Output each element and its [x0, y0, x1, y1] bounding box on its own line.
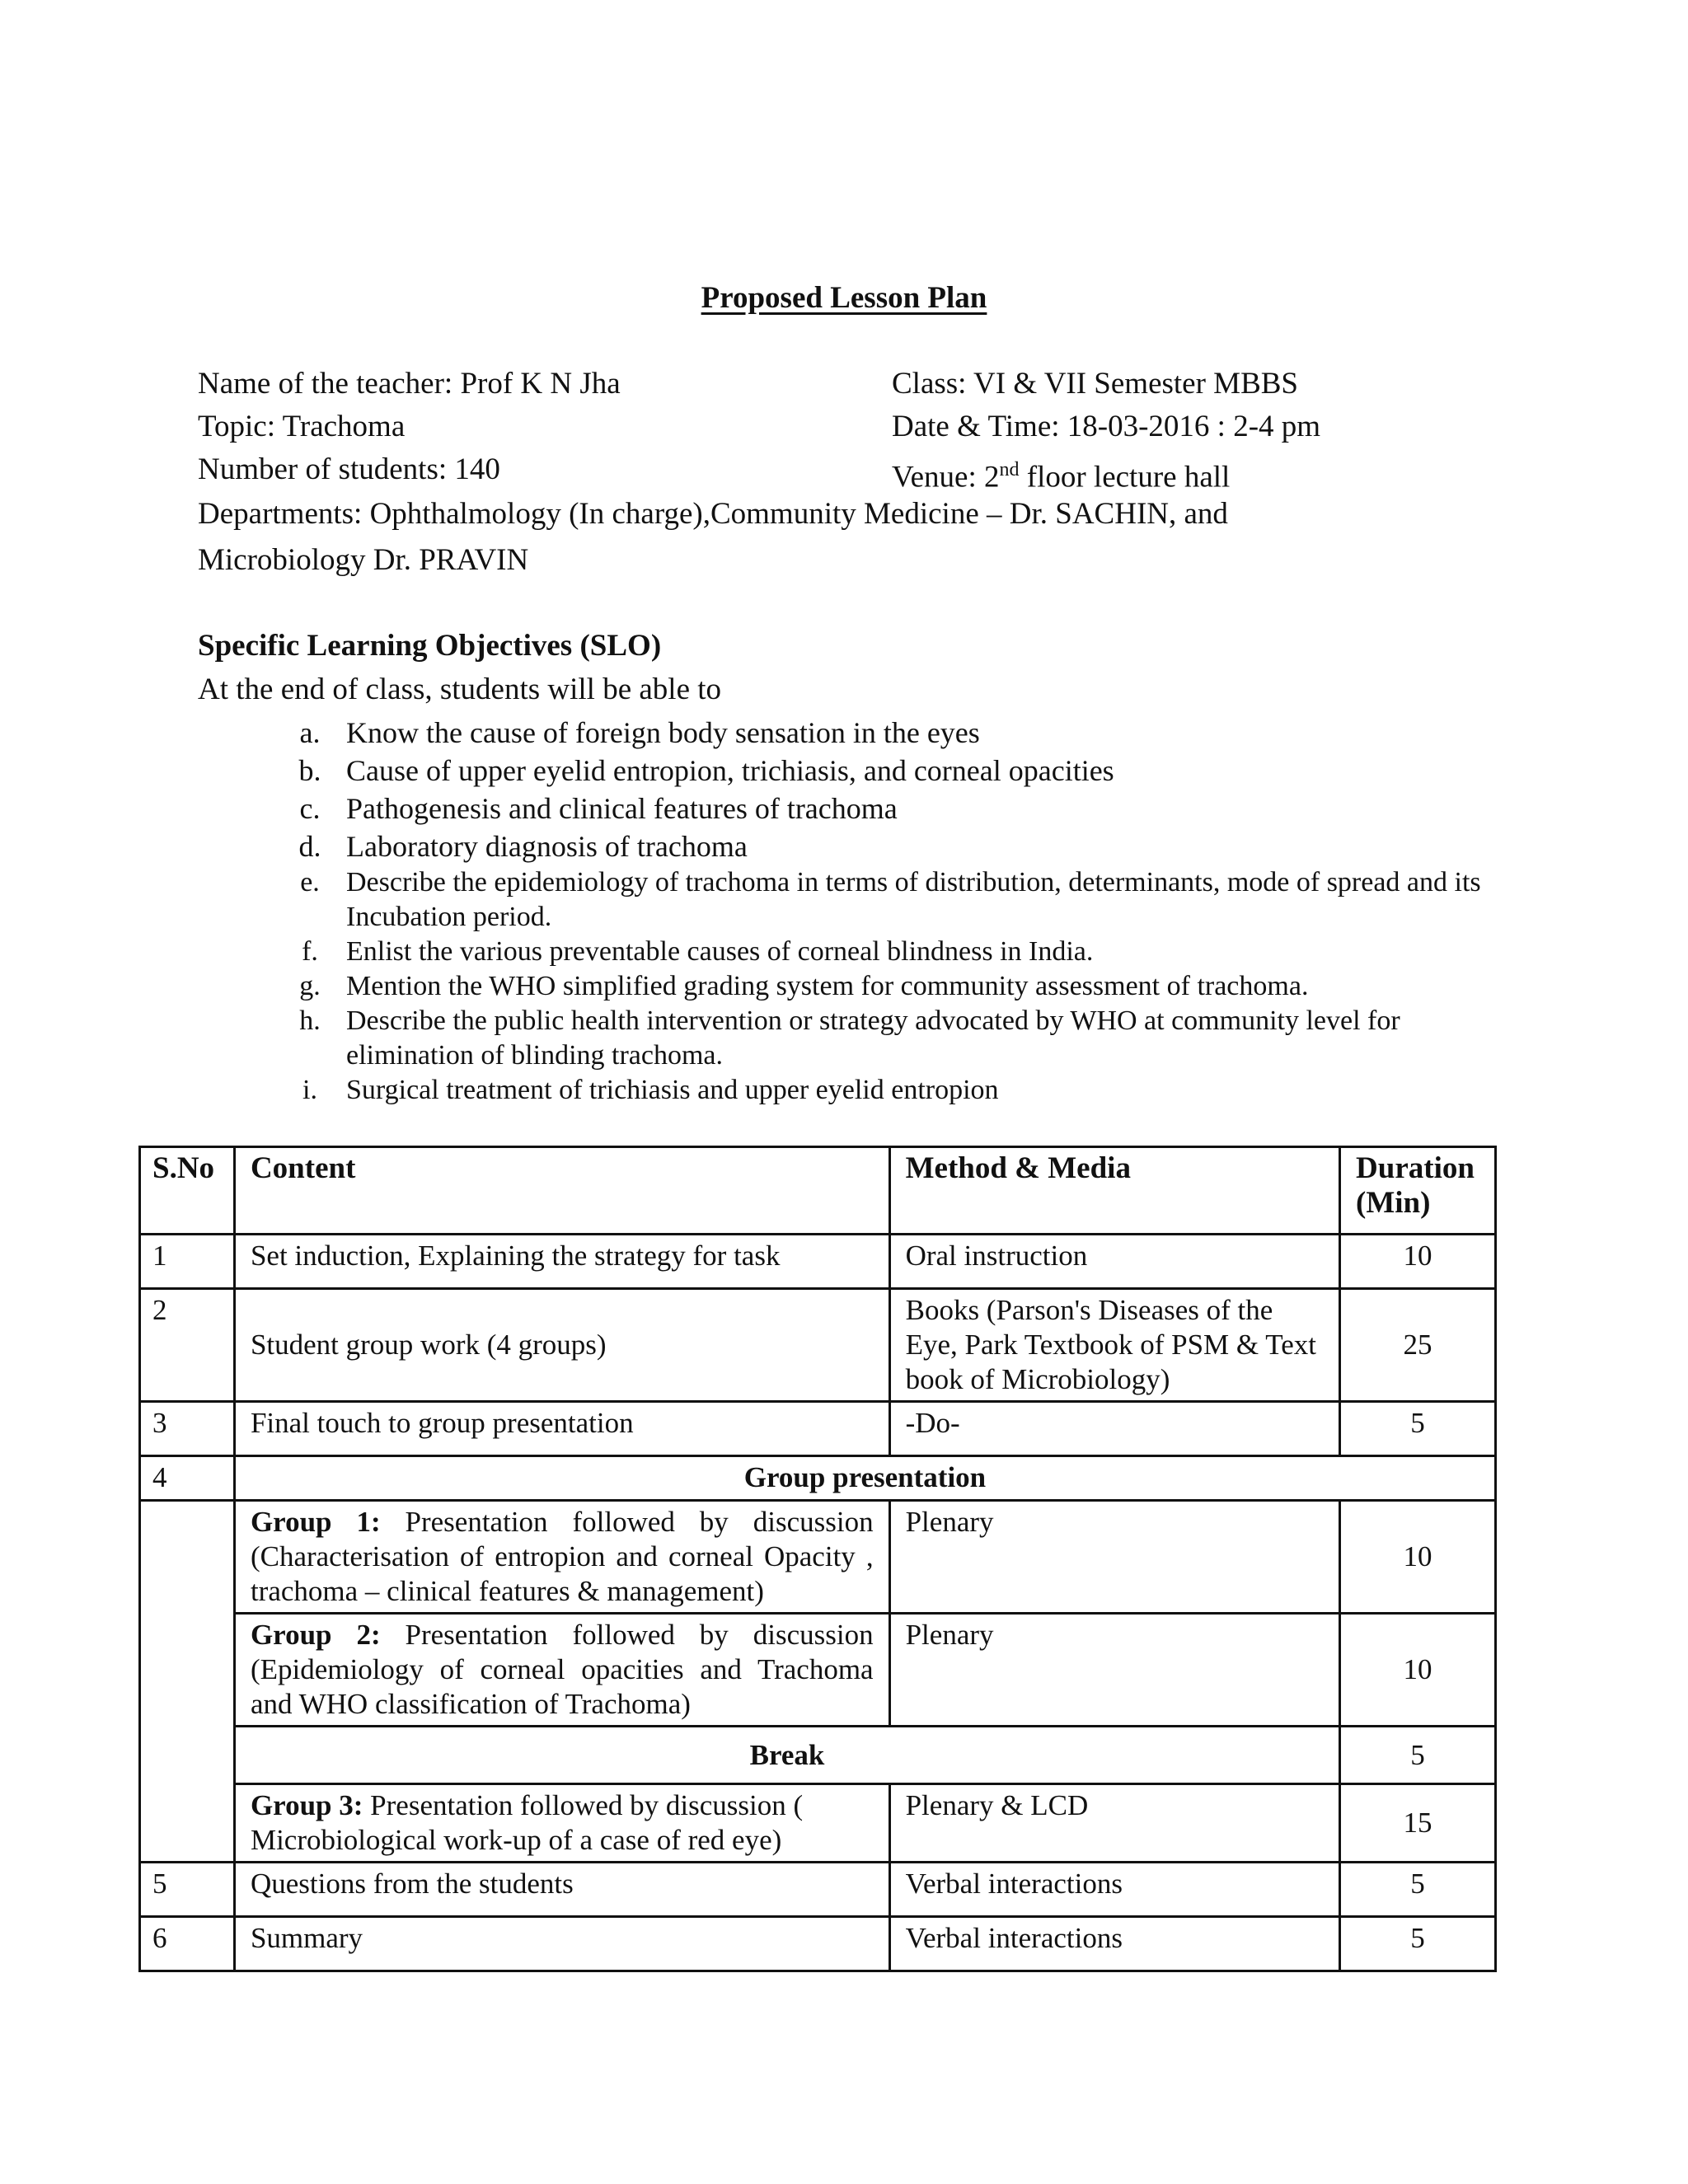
list-text: Enlist the various preventable causes of corneal blindness in India.	[346, 936, 1094, 967]
cell-method: Plenary & LCD	[889, 1784, 1339, 1863]
list-text: Pathogenesis and clinical features of trachoma	[346, 792, 898, 825]
info-row-3	[198, 448, 1517, 494]
header-sno: S.No	[140, 1147, 235, 1235]
header-duration: Duration (Min)	[1340, 1147, 1496, 1235]
cell-duration: 5	[1340, 1727, 1496, 1784]
table-row	[140, 1501, 1496, 1614]
table-row	[140, 1784, 1496, 1863]
list-text: Laboratory diagnosis of trachoma	[346, 830, 748, 863]
cell-content: Set induction, Explaining the strategy for task	[234, 1235, 889, 1289]
list-marker: b.	[298, 754, 321, 787]
info-row-1	[198, 363, 1517, 405]
lesson-plan-table	[138, 1146, 1497, 1972]
cell-sno: 1	[140, 1235, 235, 1289]
cell-duration: 10	[1340, 1501, 1496, 1614]
cell-sno-empty	[140, 1501, 235, 1863]
cell-sno: 6	[140, 1917, 235, 1971]
list-item	[280, 714, 1500, 752]
list-item	[280, 1073, 1500, 1108]
list-item	[280, 935, 1500, 969]
list-marker: f.	[302, 936, 318, 967]
list-text: Describe the epidemiology of trachoma in terms of distribution, determinants, mode of spread and its Incubation period.	[346, 867, 1481, 932]
table-row	[140, 1456, 1496, 1501]
list-item	[280, 752, 1500, 790]
table-header-row	[140, 1147, 1496, 1235]
cell-sno: 2	[140, 1289, 235, 1402]
info-row-2	[198, 405, 1517, 448]
page-title: Proposed Lesson Plan	[701, 281, 987, 315]
list-item	[280, 969, 1500, 1004]
list-marker: g.	[299, 971, 321, 1001]
list-text: Describe the public health intervention or strategy advocated by WHO at community level for elimination of blinding trachoma.	[346, 1005, 1400, 1071]
cell-duration: 10	[1340, 1614, 1496, 1727]
list-text: Cause of upper eyelid entropion, trichiasis, and corneal opacities	[346, 754, 1114, 787]
cell-method: Oral instruction	[889, 1235, 1339, 1289]
list-text: Mention the WHO simplified grading system for community assessment of trachoma.	[346, 971, 1309, 1001]
header-method: Method & Media	[889, 1147, 1339, 1235]
list-item	[280, 1004, 1500, 1073]
cell-content: Final touch to group presentation	[234, 1402, 889, 1456]
slo-heading: Specific Learning Objectives (SLO)	[198, 629, 662, 663]
venue-suffix: floor lecture hall	[1019, 460, 1231, 494]
slo-intro: At the end of class, students will be able to	[198, 673, 722, 706]
venue	[892, 448, 1230, 499]
student-count: Number of students: 140	[198, 452, 500, 486]
table-row	[140, 1863, 1496, 1917]
cell-method: Verbal interactions	[889, 1863, 1339, 1917]
list-item	[280, 865, 1500, 935]
cell-sno: 3	[140, 1402, 235, 1456]
topic: Topic: Trachoma	[198, 410, 406, 443]
list-marker: c.	[299, 792, 321, 825]
cell-content: Questions from the students	[234, 1863, 889, 1917]
cell-content: Summary	[234, 1917, 889, 1971]
slo-list	[280, 714, 1500, 1108]
cell-method: Verbal interactions	[889, 1917, 1339, 1971]
break-label: Break	[234, 1727, 1339, 1784]
header-content: Content	[234, 1147, 889, 1235]
group-description: Presentation followed by discussion ( Microbiological work-up of a case of red eye)	[250, 1789, 804, 1856]
date-time: Date & Time: 18-03-2016 : 2-4 pm	[892, 410, 1321, 443]
list-marker: a.	[299, 716, 321, 749]
departments-line-2: Microbiology Dr. PRAVIN	[198, 543, 529, 577]
cell-sno: 5	[140, 1863, 235, 1917]
cell-method: Plenary	[889, 1614, 1339, 1727]
cell-method: Books (Parson's Diseases of the Eye, Park Textbook of PSM & Text book of Microbiology)	[889, 1289, 1339, 1402]
list-marker: d.	[298, 830, 321, 863]
cell-duration: 10	[1340, 1235, 1496, 1289]
class-info: Class: VI & VII Semester MBBS	[892, 367, 1299, 401]
table-row	[140, 1289, 1496, 1402]
venue-prefix: Venue: 2	[892, 460, 1000, 494]
list-marker: i.	[302, 1075, 317, 1105]
table-row	[140, 1917, 1496, 1971]
cell-duration: 5	[1340, 1402, 1496, 1456]
cell-duration: 25	[1340, 1289, 1496, 1402]
list-item	[280, 827, 1500, 865]
group-presentation-label: Group presentation	[234, 1456, 1495, 1501]
cell-method: Plenary	[889, 1501, 1339, 1614]
group-label: Group 2:	[250, 1619, 381, 1651]
table-row	[140, 1235, 1496, 1289]
group-description: Presentation followed by discussion (Epidemiology of corneal opacities and Trachoma and WHO classification of Trachoma)	[250, 1619, 874, 1720]
cell-method: -Do-	[889, 1402, 1339, 1456]
cell-content	[234, 1784, 889, 1863]
list-text: Know the cause of foreign body sensation in the eyes	[346, 716, 980, 749]
departments-line-1: Departments: Ophthalmology (In charge),Community Medicine – Dr. SACHIN, and	[198, 497, 1228, 531]
table-row	[140, 1402, 1496, 1456]
table-row	[140, 1614, 1496, 1727]
group-description: Presentation followed by discussion (Characterisation of entropion and corneal Opacity , trachoma – clinical features & management)	[250, 1506, 874, 1607]
venue-sup: nd	[999, 459, 1020, 480]
cell-duration: 5	[1340, 1863, 1496, 1917]
list-marker: e.	[300, 867, 320, 898]
cell-duration: 5	[1340, 1917, 1496, 1971]
teacher-name: Name of the teacher: Prof K N Jha	[198, 367, 621, 401]
cell-content	[234, 1501, 889, 1614]
list-text: Surgical treatment of trichiasis and upper eyelid entropion	[346, 1075, 999, 1105]
group-label: Group 3:	[250, 1789, 363, 1821]
group-label: Group 1:	[250, 1506, 381, 1538]
cell-duration: 15	[1340, 1784, 1496, 1863]
cell-content	[234, 1614, 889, 1727]
cell-sno: 4	[140, 1456, 235, 1501]
cell-content: Student group work (4 groups)	[234, 1289, 889, 1402]
table-row	[140, 1727, 1496, 1784]
lesson-info	[198, 363, 1517, 583]
list-item	[280, 790, 1500, 827]
list-marker: h.	[299, 1005, 321, 1036]
